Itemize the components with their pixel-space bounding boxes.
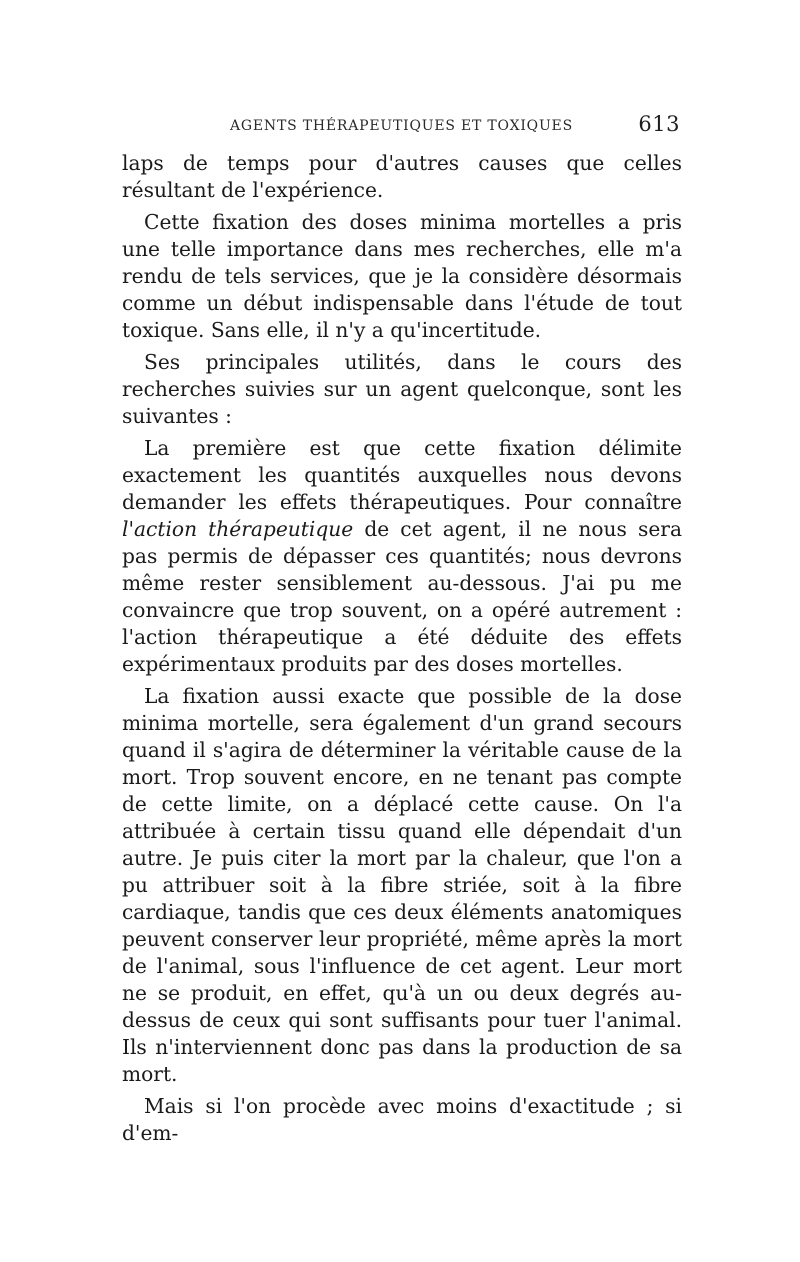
paragraph [122,349,682,430]
paragraph-last-line [122,1093,682,1147]
book-page [122,112,682,1152]
text-segment: Mais si l'on procède avec moins d'exactitude ; si d'em- [122,1094,682,1145]
running-head [122,112,682,142]
text-segment: Ses principales utilités, dans le cours des recherches suivies sur un agent quelconque, sont les suivantes : [122,350,682,428]
text-segment: laps de temps pour d'autres causes que celles résultant de l'expérience. [122,151,682,202]
paragraph [122,150,682,204]
body-text [122,150,682,1147]
text-segment: de cet agent, il ne nous sera pas permis de dépasser ces quantités; nous devrons même rester sensiblement au-dessous. J'ai pu me convaincre que trop souvent, on a opéré autrement : l'action thérapeutique a été déduite des effets expérimentaux produits par des doses mortelles. [122,517,682,676]
italic-term: l'action thérapeutique [122,517,354,541]
paragraph [122,209,682,344]
paragraph [122,683,682,1088]
running-title: AGENTS THÉRAPEUTIQUES ET TOXIQUES [230,118,573,134]
text-segment: Cette fixation des doses minima mortelles a pris une telle importance dans mes recherches, elle m'a rendu de tels services, que je la considère désormais comme un début indispensable dans l'étude de tout toxique. Sans elle, il n'y a qu'incertitude. [122,210,682,342]
paragraph [122,435,682,678]
page-number: 613 [638,112,680,136]
text-segment: La première est que cette fixation délimite exactement les quantités auxquelles nous devons demander les effets thérapeutiques. Pour connaître [122,436,682,514]
text-segment: La fixation aussi exacte que possible de la dose minima mortelle, sera également d'un grand secours quand il s'agira de déterminer la véritable cause de la mort. Trop souvent encore, en ne tenant pas compte de cette limite, on a déplacé cette cause. On l'a attribuée à certain tissu quand elle dépendait d'un autre. Je puis citer la mort par la chaleur, que l'on a pu attribuer soit à la fibre striée, soit à la fibre cardiaque, tandis que ces deux éléments anatomiques peuvent conserver leur propriété, même après la mort de l'animal, sous l'influence de cet agent. Leur mort ne se produit, en effet, qu'à un ou deux degrés au-dessus de ceux qui sont suffisants pour tuer l'animal. Ils n'interviennent donc pas dans la production de sa mort. [122,684,682,1086]
